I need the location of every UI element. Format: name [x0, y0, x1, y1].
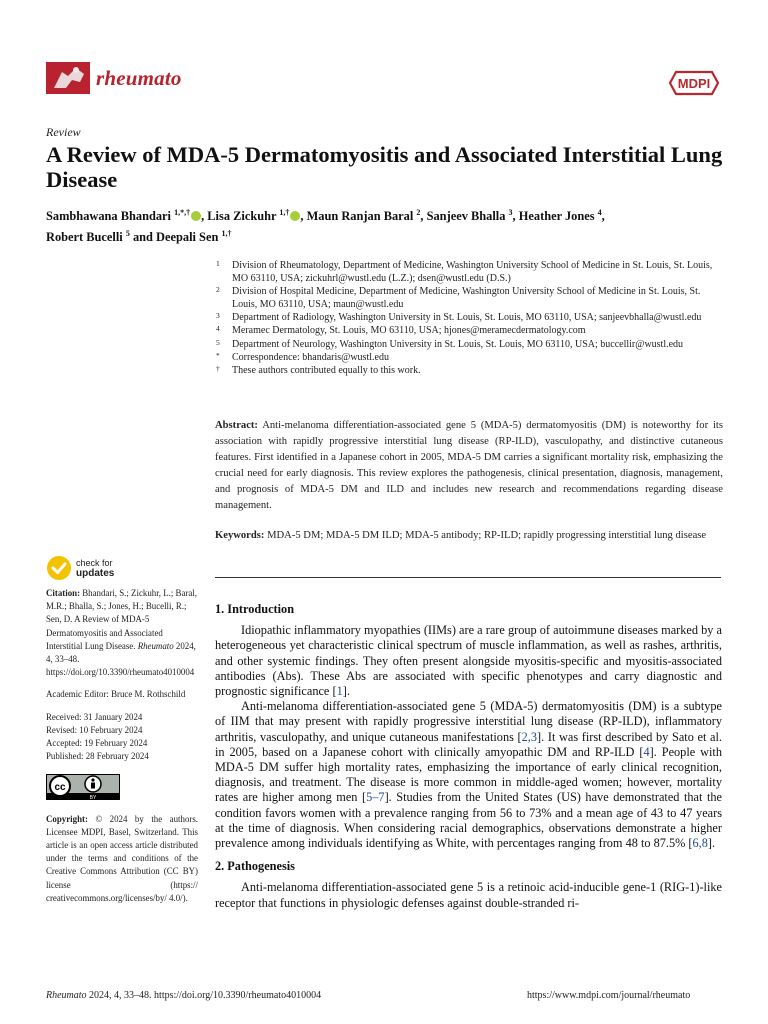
author-name: Deepali Sen	[156, 230, 222, 245]
svg-text:cc: cc	[54, 782, 66, 794]
affiliation-text: Meramec Dermatology, St. Louis, MO 63110, USA; hjones@meramecdermatology.com	[232, 325, 586, 337]
affiliation-mark: †	[216, 363, 220, 373]
affiliation-item	[216, 364, 728, 377]
academic-editor	[46, 688, 198, 701]
date-published: Published: 28 February 2024	[46, 751, 149, 762]
affiliation-mark: 4	[216, 324, 220, 334]
mdpi-logo-icon	[666, 70, 722, 96]
author-affiliation-mark: 3	[508, 208, 513, 217]
citation-link[interactable]: 5–7	[366, 790, 385, 805]
author-name: Lisa Zickuhr	[207, 209, 280, 224]
abstract	[215, 418, 723, 514]
citation-link[interactable]: 2,3	[521, 729, 538, 744]
main-body	[215, 602, 722, 911]
affiliations	[216, 259, 728, 377]
paragraph-2: Anti-melanoma differentiation-associated gene 5 (MDA-5) dermatomyositis (DM) is a subtype of IIM that may present with rapidly progressive interstitial lung disease (RP-ILD), inflammatory arthritis, vasculopathy, and unique cutaneous manifestations [2,3]. It was first described by Sato et al. in 2005, based on a Japanese cohort with clinically amyopathic DM and RP-ILD [4]. People with MDA-5 DM suffer high mortality rates, emphasizing the importance of early clinical recognition, diagnosis, and treatment. The disease is more common in middle-aged women; however, mortality rates are higher among men [5–7]. Studies from the United States (US) have demonstrated that the condition favors women with a prevalence ranging from 56 to 73% and a mean age of 43 to 47 years at the time of diagnosis. When considering racial demographics, observations demonstrate a higher prevalence among individuals identifying as White, with percentages ranging from 48 to 87.5% [6,8].	[215, 699, 722, 851]
footer-journal: Rheumato	[46, 990, 87, 1001]
section-heading-introduction: 1. Introduction	[215, 602, 295, 616]
author-affiliation-mark: 2	[416, 208, 421, 217]
citation	[46, 587, 198, 679]
footer-citation-text: 2024, 4, 33–48. https://doi.org/10.3390/rheumato4010004	[89, 990, 322, 1001]
copyright	[46, 813, 198, 905]
affiliation-text: Department of Radiology, Washington University in St. Louis, St. Louis, MO 63110, USA; sanjeevbhalla@wustl.edu	[232, 312, 702, 324]
journal-name: rheumato	[96, 66, 182, 90]
affiliation-item	[216, 311, 728, 324]
affiliation-item	[216, 351, 728, 364]
article-title: A Review of MDA-5 Dermatomyositis and Associated Interstitial Lung Disease	[46, 142, 723, 192]
authors-line-2	[46, 225, 736, 246]
academic-editor-label: Academic Editor:	[46, 689, 109, 700]
date-revised: Revised: 10 February 2024	[46, 724, 143, 735]
section-heading-pathogenesis: 2. Pathogenesis	[215, 859, 295, 874]
author-affiliation-mark: 1,†	[279, 208, 290, 217]
citation-link[interactable]: 6,8	[692, 836, 708, 851]
footer-citation	[46, 990, 321, 1001]
keywords	[215, 528, 723, 544]
publication-dates	[46, 711, 198, 764]
affiliation-item	[216, 338, 728, 351]
keywords-text: MDA-5 DM; MDA-5 DM ILD; MDA-5 antibody; RP-ILD; rapidly progressing interstitial lung disease	[267, 530, 707, 541]
author-affiliation-mark: 1,†	[221, 229, 232, 239]
footer-journal-url[interactable]: https://www.mdpi.com/journal/rheumato	[527, 990, 691, 1001]
copyright-text: © 2024 by the authors. Licensee MDPI, Basel, Switzerland. This article is an open access article distributed under the terms and conditions of the Creative Commons Attribution (CC BY) license (https:// creativecommons.org/licenses/by/ 4.0/).	[46, 813, 199, 903]
affiliation-text: Correspondence: bhandaris@wustl.edu	[232, 351, 389, 363]
paragraph-3: Anti-melanoma differentiation-associated gene 5 is a retinoic acid-inducible gene-1 (RIG-1)-like receptor that functions in physiologic defenses against double-stranded ri-	[215, 880, 722, 910]
affiliation-mark: 1	[216, 259, 220, 268]
citation-text: Bhandari, S.; Zickuhr, L.; Baral, M.R.; Bhalla, S.; Jones, H.; Bucelli, R.; Sen, D. A Review of MDA-5 Dermatomyositis and Associated Interstitial Lung Disease.	[46, 588, 197, 651]
affiliation-mark: 5	[216, 337, 220, 347]
keywords-label: Keywords:	[215, 530, 265, 541]
academic-editor-name: Bruce M. Rothschild	[111, 689, 186, 700]
sidebar	[46, 555, 198, 914]
author-affiliation-mark: 4	[597, 208, 602, 217]
orcid-icon[interactable]	[191, 211, 201, 221]
date-received: Received: 31 January 2024	[46, 711, 143, 722]
orcid-icon[interactable]	[290, 211, 300, 221]
citation-link[interactable]: 4	[643, 744, 650, 759]
abstract-text: Anti-melanoma differentiation-associated gene 5 (MDA-5) dermatomyositis (DM) is noteworthy for its association with rapidly progressive interstitial lung disease (RP-ILD), vasculopathy, and distinctive cutaneous features. First identified in a Japanese cohort in 2005, MDA-5 DM carries a significant mortality risk, emphasizing the crucial need for early diagnosis. This review explores the pathogenesis, clinical presentation, diagnosis, management, and prognosis of MDA-5 DM and ILD and includes new research and recommendations regarding disease management.	[215, 420, 723, 511]
check-for-updates-line1: check for	[76, 557, 113, 568]
cc-by-license-icon[interactable]	[46, 774, 120, 800]
author-affiliation-mark: 5	[125, 229, 130, 239]
rheumato-logo-icon	[46, 62, 90, 94]
author-name: Sanjeev Bhalla	[426, 209, 509, 224]
author-affiliation-mark: 1,*,†	[174, 208, 191, 217]
citation-link[interactable]: 1	[336, 684, 343, 699]
citation-label: Citation:	[46, 588, 81, 598]
affiliation-text: Department of Neurology, Washington University in St. Louis, St. Louis, MO 63110, USA; buccellir@wustl.edu	[232, 338, 684, 350]
author-name: Heather Jones	[518, 209, 598, 224]
divider	[215, 577, 721, 578]
affiliation-item	[216, 324, 728, 337]
affiliation-item	[216, 259, 728, 285]
author-list	[46, 204, 736, 246]
check-for-updates-line2: updates	[76, 567, 115, 579]
affiliation-text: Division of Rheumatology, Department of Medicine, Washington University School of Medicine in St. Louis, St. Louis, MO 63110, USA; zickuhrl@wustl.edu (L.Z.); dsen@wustl.edu (D.S.)	[232, 260, 713, 285]
check-for-updates-button[interactable]	[46, 555, 198, 581]
svg-text:BY: BY	[89, 795, 97, 801]
date-accepted: Accepted: 19 February 2024	[46, 738, 148, 749]
check-for-updates-icon	[46, 555, 72, 581]
affiliation-mark: 2	[216, 285, 220, 295]
author-name: Robert Bucelli	[46, 230, 126, 245]
authors-line-1: Sambhawana Bhandari $^{1,*,\dagger}$ , Lisa Zickuhr $^{1,\dagger}$ , Maun Ranjan Baral $^2$, Sanjeev Bhalla $^3$, Heather Jones $^4$,	[46, 208, 605, 224]
affiliation-mark: 3	[216, 311, 220, 321]
affiliation-text: These authors contributed equally to this work.	[232, 364, 421, 376]
copyright-label: Copyright:	[46, 813, 88, 824]
citation-year-vol: 2024, 4, 33–48.	[46, 640, 196, 665]
abstract-label: Abstract:	[215, 420, 258, 431]
mdpi-logo-text: MDPI	[677, 76, 711, 91]
citation-journal: Rheumato	[137, 640, 174, 651]
article-type: Review	[46, 125, 81, 139]
author-conjunction: and	[129, 230, 157, 245]
author-name: Sambhawana Bhandari	[46, 209, 175, 224]
paragraph-1: Idiopathic inflammatory myopathies (IIMs) are a rare group of autoimmune diseases marked by a heterogeneous yet characteristic clinical spectrum of muscle inflammation, as well as rashes, arthritis, and other systemic findings. They often present alongside myositis-specific and myositis-associated antibodies (Abs). These Abs are associated with specific phenotypes and carry diagnostic and prognostic significance [1].	[215, 623, 722, 699]
affiliation-mark: *	[216, 350, 220, 360]
citation-url[interactable]: https://doi.org/10.3390/rheumato4010004	[46, 667, 195, 678]
affiliation-text: Division of Hospital Medicine, Department of Medicine, Washington University School of Medicine in St. Louis, St. Louis, MO 63110, USA; maun@wustl.edu	[232, 286, 701, 311]
affiliation-item	[216, 285, 728, 311]
author-name: Maun Ranjan Baral	[306, 209, 417, 224]
